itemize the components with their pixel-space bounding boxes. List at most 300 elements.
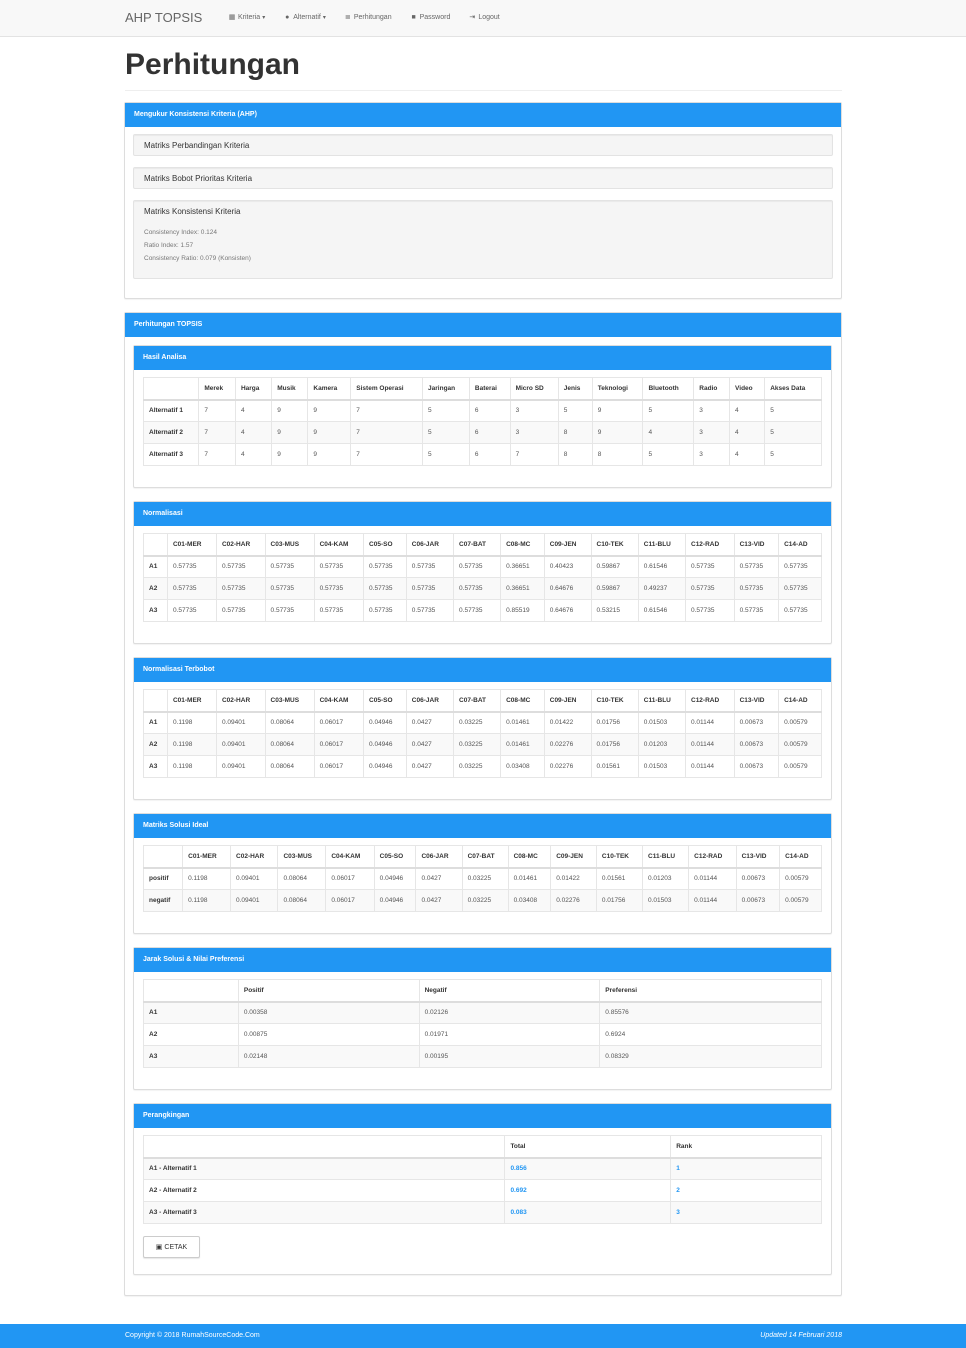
table-cell: 0.00579 (779, 756, 822, 778)
table-row (144, 600, 822, 622)
column-header: Harga (235, 378, 271, 400)
table-cell: 0.0427 (406, 756, 453, 778)
table-cell: 0.06017 (314, 712, 363, 734)
table-cell: 0.57735 (406, 578, 453, 600)
row-label: A2 - Alternatif 2 (144, 1180, 505, 1202)
table-cell: 0.01561 (596, 868, 642, 890)
table-cell: 0.85519 (501, 600, 545, 622)
column-header: C11-BLU (643, 846, 689, 868)
column-header (144, 846, 183, 868)
row-label: A1 (144, 556, 168, 578)
column-header: C01-MER (183, 846, 231, 868)
table-cell: 0.06017 (326, 890, 374, 912)
column-header: C09-JEN (551, 846, 597, 868)
column-header: C12-RAD (689, 846, 736, 868)
rank-value: 3 (676, 1209, 680, 1216)
table-cell: 0.01756 (596, 890, 642, 912)
table-cell: 0.01144 (686, 734, 735, 756)
nav-item-label: Perhitungan (353, 13, 392, 21)
table-cell: 0.00673 (736, 890, 780, 912)
table-cell: 5 (765, 422, 822, 444)
table-cell (671, 1202, 822, 1224)
table-cell: 0.57735 (265, 600, 314, 622)
consistency-ratio: Consistency Ratio: 0.079 (Konsisten) (144, 255, 251, 262)
table-cell: 4 (235, 444, 271, 466)
row-label: Alternatif 3 (144, 444, 199, 466)
table-cell: 7 (199, 422, 236, 444)
table-cell: 0.57735 (454, 556, 501, 578)
table-cell: 0.01503 (638, 756, 685, 778)
nav-item-perhitungan[interactable] (344, 13, 392, 21)
column-header: C02-HAR (231, 846, 278, 868)
table-cell: 7 (199, 444, 236, 466)
table-cell: 0.01203 (643, 868, 689, 890)
column-header: Negatif (419, 980, 600, 1002)
table-cell: 9 (308, 444, 351, 466)
footer (0, 1324, 966, 1348)
nav-menu (228, 13, 518, 21)
column-header: C08-MC (508, 846, 551, 868)
column-header: C09-JEN (544, 690, 591, 712)
ahp-panel-heading: Mengukur Konsistensi Kriteria (AHP) (125, 103, 841, 127)
column-header: Merek (199, 378, 236, 400)
table-cell: 0.1198 (183, 868, 231, 890)
table-cell: 0.04946 (364, 734, 407, 756)
table-cell: 0.03225 (454, 712, 501, 734)
table-cell: 7 (510, 444, 558, 466)
column-header: C05-SO (364, 534, 407, 556)
table-cell: 0.03225 (462, 868, 508, 890)
column-header: Akses Data (765, 378, 822, 400)
column-header: Musik (272, 378, 308, 400)
table-cell: 0.06017 (314, 756, 363, 778)
table-cell: 0.57735 (265, 556, 314, 578)
table-cell: 0.00673 (734, 756, 779, 778)
column-header: C07-BAT (454, 690, 501, 712)
table-cell: 0.02276 (544, 756, 591, 778)
normalisasi-terbobot-table (143, 689, 822, 778)
table-cell: 9 (592, 422, 643, 444)
column-header: C11-BLU (638, 690, 685, 712)
table-cell: 0.09401 (216, 734, 265, 756)
print-icon: ▣ (155, 1244, 163, 1251)
table-cell: 0.02126 (419, 1002, 600, 1024)
table-cell: 0.57735 (216, 600, 265, 622)
table-cell: 0.59867 (591, 556, 638, 578)
table-cell: 0.57735 (734, 600, 779, 622)
table-cell: 4 (730, 422, 765, 444)
table-cell: 0.01144 (686, 756, 735, 778)
list-icon: ≣ (344, 14, 351, 21)
normalisasi-terbobot-heading: Normalisasi Terbobot (134, 658, 831, 682)
table-cell: 0.09401 (231, 868, 278, 890)
nav-item-label: Alternatif (293, 13, 321, 21)
column-header: C04-KAM (314, 690, 363, 712)
table-cell: 0.01461 (508, 868, 551, 890)
total-value: 0.692 (510, 1187, 527, 1194)
table-cell: 0.36651 (501, 556, 545, 578)
table-cell: 0.57735 (686, 600, 735, 622)
table-cell: 9 (272, 400, 308, 422)
table-cell: 0.49237 (638, 578, 685, 600)
caret-down-icon: ▾ (262, 14, 266, 21)
table-cell: 0.00673 (734, 734, 779, 756)
table-row (144, 1024, 822, 1046)
well-title: Matriks Perbandingan Kriteria (144, 141, 250, 150)
nav-item-label: Logout (478, 13, 500, 21)
table-cell: 0.01144 (689, 868, 736, 890)
column-header: Sistem Operasi (351, 378, 423, 400)
table-cell: 0.57735 (364, 600, 407, 622)
column-header: C10-TEK (591, 690, 638, 712)
table-cell: 0.53215 (591, 600, 638, 622)
table-cell: 0.08064 (265, 756, 314, 778)
table-cell: 6 (469, 422, 510, 444)
column-header: C14-AD (780, 846, 822, 868)
well-matriks-perbandingan[interactable] (133, 134, 833, 156)
table-cell: 0.00579 (780, 890, 822, 912)
table-cell: 0.0427 (406, 712, 453, 734)
table-cell: 0.01503 (638, 712, 685, 734)
row-label: A3 - Alternatif 3 (144, 1202, 505, 1224)
table-cell: 0.01461 (501, 734, 545, 756)
table-row (144, 1046, 822, 1068)
table-cell: 0.00358 (238, 1002, 419, 1024)
column-header: C13-VID (736, 846, 780, 868)
table-cell: 5 (558, 400, 592, 422)
table-cell: 0.01144 (686, 712, 735, 734)
table-cell: 0.06017 (326, 868, 374, 890)
column-header: C01-MER (167, 690, 216, 712)
table-cell: 0.01144 (689, 890, 736, 912)
row-label: Alternatif 1 (144, 400, 199, 422)
row-label: negatif (144, 890, 183, 912)
table-cell: 3 (510, 400, 558, 422)
table-cell: 4 (235, 400, 271, 422)
column-header: C06-JAR (406, 534, 453, 556)
column-header: C10-TEK (591, 534, 638, 556)
table-cell: 0.00673 (734, 712, 779, 734)
table-row (144, 890, 822, 912)
table-cell: 0.08064 (265, 712, 314, 734)
nav-item-logout[interactable] (468, 13, 499, 21)
column-header: Baterai (469, 378, 510, 400)
column-header: C03-MUS (265, 690, 314, 712)
table-cell: 9 (308, 422, 351, 444)
table-cell (671, 1158, 822, 1180)
column-header: C12-RAD (686, 534, 735, 556)
table-cell: 5 (765, 444, 822, 466)
table-cell: 0.57735 (167, 578, 216, 600)
table-row (144, 868, 822, 890)
column-header: C01-MER (167, 534, 216, 556)
column-header (144, 980, 239, 1002)
column-header: C03-MUS (265, 534, 314, 556)
row-label: A1 (144, 1002, 239, 1024)
table-row (144, 1158, 822, 1180)
table-cell: 0.02276 (551, 890, 597, 912)
table-cell: 5 (643, 400, 694, 422)
table-cell: 0.03408 (501, 756, 545, 778)
column-header: Radio (694, 378, 730, 400)
column-header: C03-MUS (278, 846, 326, 868)
table-cell: 0.01561 (591, 756, 638, 778)
column-header: C05-SO (374, 846, 416, 868)
table-row (144, 712, 822, 734)
table-cell: 0.0427 (416, 868, 462, 890)
table-row (144, 756, 822, 778)
table-row (144, 578, 822, 600)
table-cell: 0.36651 (501, 578, 545, 600)
table-cell: 0.57735 (314, 578, 363, 600)
table-cell: 4 (730, 444, 765, 466)
table-cell: 0.85576 (600, 1002, 822, 1024)
table-row (144, 556, 822, 578)
solusi-ideal-table (143, 845, 822, 912)
row-label: A3 (144, 1046, 239, 1068)
table-cell: 0.57735 (734, 578, 779, 600)
table-cell: 0.02148 (238, 1046, 419, 1068)
table-cell: 0.04946 (374, 890, 416, 912)
table-cell: 5 (643, 444, 694, 466)
column-header: C13-VID (734, 534, 779, 556)
column-header: C10-TEK (596, 846, 642, 868)
rank-value: 1 (676, 1165, 680, 1173)
column-header: C06-JAR (406, 690, 453, 712)
table-cell: 0.01756 (591, 712, 638, 734)
column-header: C09-JEN (544, 534, 591, 556)
ratio-index: Ratio Index: 1.57 (144, 242, 194, 249)
table-cell: 0.00579 (780, 868, 822, 890)
table-cell: 0.00579 (779, 712, 822, 734)
column-header: C07-BAT (462, 846, 508, 868)
column-header: C07-BAT (454, 534, 501, 556)
table-cell: 0.61546 (638, 556, 685, 578)
consistency-index: Consistency Index: 0.124 (144, 229, 217, 236)
column-header: Rank (671, 1136, 822, 1158)
table-cell: 8 (558, 444, 592, 466)
table-cell: 0.0427 (406, 734, 453, 756)
table-cell: 0.00579 (779, 734, 822, 756)
table-cell (671, 1180, 822, 1202)
table-cell: 0.0427 (416, 890, 462, 912)
divider (125, 90, 842, 91)
row-label: A3 (144, 756, 168, 778)
table-cell: 0.01756 (591, 734, 638, 756)
brand[interactable]: AHP TOPSIS (125, 10, 203, 25)
table-cell: 0.64676 (544, 600, 591, 622)
table-cell: 0.08329 (600, 1046, 822, 1068)
table-cell: 3 (694, 444, 730, 466)
table-cell: 0.01203 (638, 734, 685, 756)
table-cell: 0.57735 (265, 578, 314, 600)
table-cell: 0.57735 (686, 578, 735, 600)
column-header: Video (730, 378, 765, 400)
column-header: Jaringan (423, 378, 470, 400)
table-row (144, 444, 822, 466)
solusi-ideal-heading: Matriks Solusi Ideal (134, 814, 831, 838)
column-header: Kamera (308, 378, 351, 400)
column-header: C08-MC (501, 690, 545, 712)
table-cell: 0.6924 (600, 1024, 822, 1046)
normalisasi-table (143, 533, 822, 622)
column-header: Preferensi (600, 980, 822, 1002)
cetak-label: CETAK (164, 1243, 188, 1251)
table-cell: 7 (351, 422, 423, 444)
table-row (144, 734, 822, 756)
column-header: C14-AD (779, 690, 822, 712)
column-header: Positif (238, 980, 419, 1002)
table-cell: 0.09401 (231, 890, 278, 912)
column-header (144, 378, 199, 400)
table-cell: 4 (643, 422, 694, 444)
normalisasi-heading: Normalisasi (134, 502, 831, 526)
table-cell: 6 (469, 400, 510, 422)
well-matriks-konsistensi[interactable] (133, 200, 833, 279)
table-cell: 0.57735 (364, 556, 407, 578)
table-cell: 9 (592, 400, 643, 422)
topsis-panel-heading: Perhitungan TOPSIS (125, 313, 841, 337)
table-cell (505, 1180, 671, 1202)
nav-item-password[interactable] (410, 13, 451, 21)
table-cell: 0.61546 (638, 600, 685, 622)
nav-item-label: Kriteria (238, 13, 261, 21)
table-cell: 0.57735 (216, 556, 265, 578)
jarak-solusi-heading: Jarak Solusi & Nilai Preferensi (134, 948, 831, 972)
table-cell: 9 (308, 400, 351, 422)
nav-item-label: Password (419, 13, 451, 21)
column-header: Bluetooth (643, 378, 694, 400)
table-cell: 0.57735 (686, 556, 735, 578)
table-cell: 0.1198 (167, 712, 216, 734)
table-cell: 0.57735 (167, 556, 216, 578)
row-label: A1 - Alternatif 1 (144, 1158, 505, 1180)
total-value: 0.856 (510, 1165, 527, 1173)
table-cell: 0.03225 (454, 734, 501, 756)
well-matriks-bobot[interactable] (133, 167, 833, 189)
table-cell: 5 (423, 422, 470, 444)
table-cell: 0.02276 (544, 734, 591, 756)
table-cell: 3 (510, 422, 558, 444)
total-value: 0.083 (510, 1209, 527, 1216)
table-cell: 0.03408 (508, 890, 551, 912)
table-cell: 0.1198 (167, 734, 216, 756)
table-cell: 7 (351, 400, 423, 422)
nav-item-kriteria[interactable] (228, 13, 265, 21)
perangkingan-heading: Perangkingan (134, 1104, 831, 1128)
table-cell: 0.57735 (364, 578, 407, 600)
table-cell: 3 (694, 400, 730, 422)
page-title: Perhitungan (125, 48, 301, 81)
nav-item-alternatif[interactable] (283, 13, 326, 21)
table-cell: 5 (423, 444, 470, 466)
ahp-panel (124, 102, 842, 299)
table-cell: 0.57735 (454, 578, 501, 600)
table-cell: 0.06017 (314, 734, 363, 756)
table-cell: 0.57735 (314, 600, 363, 622)
table-cell: 0.00875 (238, 1024, 419, 1046)
table-cell: 0.40423 (544, 556, 591, 578)
column-header (144, 690, 168, 712)
row-label: A1 (144, 712, 168, 734)
hasil-analisa-heading: Hasil Analisa (134, 346, 831, 370)
table-cell: 7 (351, 444, 423, 466)
column-header: C14-AD (779, 534, 822, 556)
table-cell: 0.04946 (364, 756, 407, 778)
table-cell: 0.57735 (216, 578, 265, 600)
table-cell: 0.08064 (278, 890, 326, 912)
table-row (144, 1180, 822, 1202)
table-cell: 0.59867 (591, 578, 638, 600)
logout-icon: ⇥ (469, 14, 476, 21)
table-cell: 0.00673 (736, 868, 780, 890)
column-header: C08-MC (501, 534, 545, 556)
cetak-button[interactable] (143, 1236, 200, 1258)
column-header: C05-SO (364, 690, 407, 712)
row-label: A3 (144, 600, 168, 622)
navbar (0, 0, 966, 37)
table-cell: 0.57735 (167, 600, 216, 622)
row-label: A2 (144, 578, 168, 600)
table-cell: 0.03225 (454, 756, 501, 778)
row-label: A2 (144, 1024, 239, 1046)
column-header: C13-VID (734, 690, 779, 712)
column-header: Jenis (558, 378, 592, 400)
table-row (144, 1002, 822, 1024)
table-cell: 0.08064 (265, 734, 314, 756)
table-cell: 0.57735 (406, 556, 453, 578)
table-row (144, 1202, 822, 1224)
table-cell: 7 (199, 400, 236, 422)
column-header: C06-JAR (416, 846, 462, 868)
table-cell: 0.01422 (551, 868, 597, 890)
table-row (144, 400, 822, 422)
footer-updated: Updated 14 Februari 2018 (760, 1332, 842, 1339)
table-cell: 0.57735 (779, 556, 822, 578)
hasil-analisa-table (143, 377, 822, 466)
table-cell: 0.57735 (406, 600, 453, 622)
table-cell: 0.01422 (544, 712, 591, 734)
table-cell: 4 (730, 400, 765, 422)
table-cell: 0.64676 (544, 578, 591, 600)
column-header: C12-RAD (686, 690, 735, 712)
column-header (144, 1136, 505, 1158)
column-header (144, 534, 168, 556)
column-header: C11-BLU (638, 534, 685, 556)
table-cell: 0.01461 (501, 712, 545, 734)
column-header: C02-HAR (216, 534, 265, 556)
column-header: C04-KAM (326, 846, 374, 868)
table-cell: 0.57735 (734, 556, 779, 578)
table-cell: 4 (235, 422, 271, 444)
table-cell: 0.00195 (419, 1046, 600, 1068)
perangkingan-table (143, 1135, 822, 1224)
table-cell: 0.04946 (374, 868, 416, 890)
row-label: positif (144, 868, 183, 890)
table-row (144, 422, 822, 444)
lock-icon: ■ (411, 13, 416, 21)
table-cell: 6 (469, 444, 510, 466)
table-cell: 0.09401 (216, 712, 265, 734)
table-cell (505, 1158, 671, 1180)
table-cell: 3 (694, 422, 730, 444)
table-cell: 9 (272, 444, 308, 466)
table-cell: 0.01971 (419, 1024, 600, 1046)
footer-copyright: Copyright © 2018 RumahSourceCode.Com (125, 1332, 260, 1339)
well-title: Matriks Konsistensi Kriteria (144, 207, 241, 216)
column-header: Teknologi (592, 378, 643, 400)
table-cell: 0.57735 (779, 600, 822, 622)
